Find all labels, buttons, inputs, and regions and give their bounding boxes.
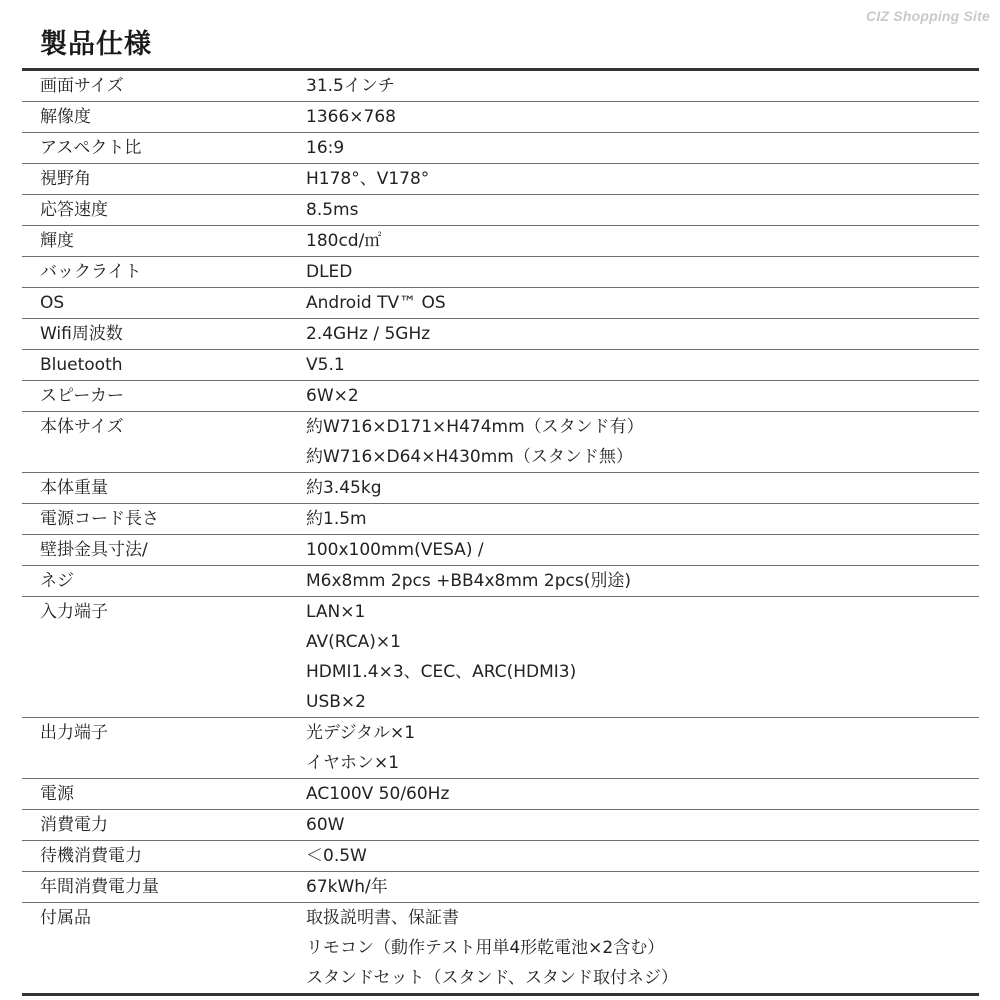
spec-value-line: 60W	[306, 815, 345, 835]
spec-row	[22, 778, 979, 809]
spec-value	[306, 350, 979, 380]
spec-row	[22, 318, 979, 349]
spec-row	[22, 225, 979, 256]
spec-value-line: 8.5ms	[306, 200, 359, 220]
spec-label: 本体重量	[40, 478, 108, 498]
spec-value	[306, 810, 979, 840]
spec-value-line: AC100V 50/60Hz	[306, 784, 450, 804]
spec-table	[22, 68, 979, 996]
spec-row	[22, 534, 979, 565]
spec-value-line: USB×2	[306, 692, 366, 712]
spec-label: 画面サイズ	[40, 76, 124, 96]
spec-label: 応答速度	[40, 200, 108, 220]
spec-value-line: 31.5インチ	[306, 76, 395, 96]
spec-value-line: HDMI1.4×3、CEC、ARC(HDMI3)	[306, 662, 577, 682]
spec-row	[22, 809, 979, 840]
spec-value	[306, 566, 979, 596]
page-title: 製品仕様	[40, 29, 152, 60]
spec-value-line: 67kWh/年	[306, 877, 388, 897]
spec-label: 入力端子	[40, 602, 108, 622]
spec-label: OS	[40, 293, 65, 313]
spec-value-line: Android TV™ OS	[306, 293, 446, 313]
spec-label: バックライト	[40, 262, 142, 282]
spec-value	[306, 597, 979, 717]
spec-row	[22, 840, 979, 871]
spec-label: アスペクト比	[40, 138, 142, 158]
spec-value-line: 1366×768	[306, 107, 396, 127]
spec-row	[22, 596, 979, 717]
spec-value	[306, 381, 979, 411]
spec-row	[22, 411, 979, 472]
spec-value-line: 100x100mm(VESA) /	[306, 540, 484, 560]
spec-value-line: V5.1	[306, 355, 345, 375]
spec-label: 付属品	[40, 908, 91, 928]
spec-label: Bluetooth	[40, 355, 123, 375]
spec-value	[306, 164, 979, 194]
spec-value-line: 取扱説明書、保証書	[306, 908, 459, 928]
spec-row	[22, 902, 979, 993]
spec-row	[22, 717, 979, 778]
spec-row	[22, 101, 979, 132]
spec-value	[306, 226, 979, 256]
spec-label: 輝度	[40, 231, 74, 251]
spec-value	[306, 195, 979, 225]
spec-row	[22, 71, 979, 101]
spec-row	[22, 472, 979, 503]
spec-value-line: ＜0.5W	[306, 846, 367, 866]
spec-value-line: 約W716×D171×H474mm（スタンド有）	[306, 417, 644, 437]
spec-value	[306, 903, 979, 993]
spec-row	[22, 380, 979, 411]
watermark: CIZ Shopping Site	[866, 8, 990, 24]
spec-value-line: DLED	[306, 262, 353, 282]
spec-value-line: AV(RCA)×1	[306, 632, 401, 652]
spec-value-line: M6x8mm 2pcs +BB4x8mm 2pcs(別途)	[306, 571, 631, 591]
spec-value	[306, 535, 979, 565]
spec-row	[22, 256, 979, 287]
spec-label: ネジ	[40, 571, 74, 591]
spec-value	[306, 412, 979, 472]
spec-label: 電源	[40, 784, 74, 804]
spec-label: 解像度	[40, 107, 91, 127]
spec-value-line: 約3.45kg	[306, 478, 382, 498]
spec-value	[306, 102, 979, 132]
spec-row	[22, 871, 979, 902]
spec-value	[306, 473, 979, 503]
spec-label: スピーカー	[40, 386, 124, 406]
spec-value	[306, 872, 979, 902]
spec-value-line: 16:9	[306, 138, 345, 158]
spec-row	[22, 194, 979, 225]
spec-value-line: 180cd/㎡	[306, 231, 382, 251]
spec-row	[22, 565, 979, 596]
spec-label: 壁掛金具寸法/	[40, 540, 148, 560]
spec-label: 消費電力	[40, 815, 108, 835]
spec-label: 年間消費電力量	[40, 877, 159, 897]
spec-value-line: LAN×1	[306, 602, 366, 622]
spec-value	[306, 841, 979, 871]
spec-value-line: 約1.5m	[306, 509, 367, 529]
spec-value-line: 光デジタル×1	[306, 723, 416, 743]
spec-value	[306, 288, 979, 318]
spec-row	[22, 132, 979, 163]
spec-row	[22, 503, 979, 534]
spec-label: Wifi周波数	[40, 324, 123, 344]
spec-row	[22, 287, 979, 318]
spec-value-line: スタンドセット（スタンド、スタンド取付ネジ）	[306, 968, 678, 988]
spec-value-line: 2.4GHz / 5GHz	[306, 324, 431, 344]
spec-value	[306, 779, 979, 809]
spec-row	[22, 163, 979, 194]
spec-value-line: 約W716×D64×H430mm（スタンド無）	[306, 447, 633, 467]
spec-value	[306, 319, 979, 349]
spec-value-line: リモコン（動作テスト用単4形乾電池×2含む）	[306, 938, 665, 958]
spec-label: 本体サイズ	[40, 417, 124, 437]
spec-label: 待機消費電力	[40, 846, 142, 866]
spec-value	[306, 71, 979, 101]
spec-value	[306, 718, 979, 778]
spec-label: 視野角	[40, 169, 91, 189]
spec-label: 電源コード長さ	[40, 509, 159, 529]
spec-row	[22, 349, 979, 380]
spec-value	[306, 133, 979, 163]
spec-value-line: イヤホン×1	[306, 753, 400, 773]
spec-value-line: 6W×2	[306, 386, 359, 406]
spec-label: 出力端子	[40, 723, 108, 743]
spec-value-line: H178°、V178°	[306, 169, 430, 189]
spec-value	[306, 257, 979, 287]
spec-value	[306, 504, 979, 534]
